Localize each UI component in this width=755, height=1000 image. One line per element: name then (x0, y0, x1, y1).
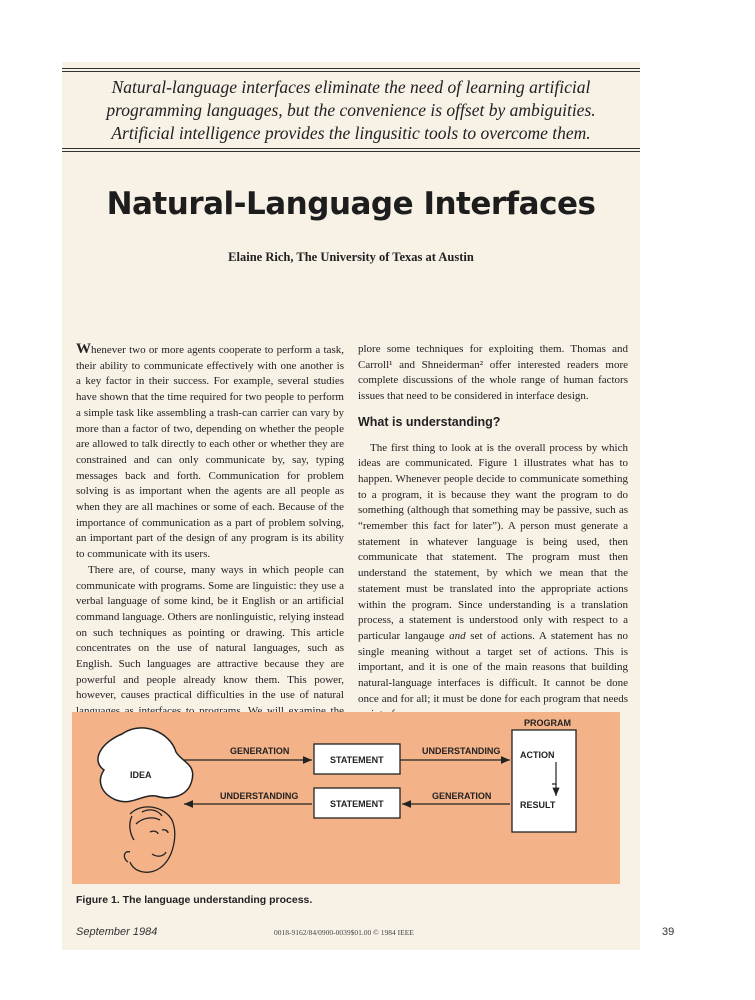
generation-label-bottom: GENERATION (432, 791, 492, 801)
top-rule (62, 68, 640, 69)
language-process-diagram (72, 712, 620, 884)
article-byline: Elaine Rich, The University of Texas at Austin (228, 250, 474, 264)
person-head-icon (124, 807, 174, 872)
page-number: 39 (662, 926, 675, 938)
article-title: Natural-Language Interfaces (106, 186, 596, 222)
article-dek (62, 76, 640, 145)
idea-label: IDEA (130, 770, 152, 780)
paragraph: There are, of course, many ways in which people can communicate with programs. Some are linguistic: they use a verbal language of some kind, be it English or an artificial command language. Others are nonlinguistic, relying instead on such techniques as pointing or drawing. This article concentrates on the use of natural languages, such as English. Such languages are attractive because they are powerful and people already know them. This power, however, causes practical difficulties in the use of natural (76, 563, 344, 702)
dek-line-3: Artificial intelligence provides the lingusitic tools to overcome them. (111, 123, 591, 143)
generation-label-top: GENERATION (230, 746, 290, 756)
idea-blob (98, 728, 193, 802)
paragraph-text: set of actions. A statement has no single meaning without a target set of actions. This is important, and it is one of the main reasons that building natural-language interfaces is difficult. It cannot be done once and for all; it must be done for each program that needs (358, 629, 628, 705)
understanding-label-top: UNDERSTANDING (422, 746, 501, 756)
text-column-left (76, 342, 344, 736)
paragraph-text: The first thing to look at is the overall process by which ideas are communicated. Figure 1 illustrates what has to happen. Whenever people decide to communicate something to a program, it is because they want the program to do something (although that something may be passive, such as “remember this fact for later”). A person must generate a statement in whatever language is being used, then communicate that statement. The program must then understand the statement, by which we mean that the statement must be translated into the appropriate actions within the program. Since understanding is a translation process, a statement is understood only with respect to a particular langauge (358, 441, 628, 642)
journal-page (62, 62, 675, 950)
issue-date: September 1984 (76, 926, 158, 938)
figure-1-diagram (72, 712, 620, 884)
paragraph (76, 342, 344, 563)
figure-caption: Figure 1. The language understanding process. (76, 894, 313, 906)
dek-line-1: Natural-language interfaces eliminate the need of learning artificial (111, 77, 591, 97)
dek-line-2: programming languages, but the convenience is offset by ambiguities. (106, 100, 596, 120)
emphasis-text: and (449, 629, 466, 642)
dek-bottom-rule (62, 148, 640, 149)
program-box (512, 730, 576, 832)
section-heading: What is understanding? (358, 414, 501, 429)
copyright-code: 0018-9162/84/0900-0039$01.00 © 1984 IEEE (274, 928, 414, 937)
paragraph-text: henever two or more agents cooperate to perform a task, their ability to communicate effectively with one another is a key factor in their success. For example, several studies have shown that the time required for two people to perform a simple task like assembling a trash-can carrier can vary by more than a factor of two, depending on whether the people are allowed to talk directly to each other or whether they are constrained and can only communicate by, say, typing messages back and forth. Communication for problem solving is as important when the agents are all people as when they are all machines or some of each. Because of the importance of communication as a part of problem solving, an important part of the design of any program is its ability to communicate with its users. (76, 344, 344, 561)
statement-label-top: STATEMENT (330, 755, 384, 765)
program-label: PROGRAM (524, 718, 571, 728)
drop-cap: W (76, 341, 91, 357)
text-column-right (358, 342, 628, 723)
understanding-label-bottom: UNDERSTANDING (220, 791, 299, 801)
top-rule-inner (62, 71, 640, 72)
paragraph: plore some techniques for exploiting them. Thomas and Carroll¹ and Shneiderman² offer interested readers more complete discussions of the whole range of human factors issues that need to be considered in interface design. (358, 343, 628, 403)
statement-label-bottom: STATEMENT (330, 799, 384, 809)
result-label: RESULT (520, 800, 556, 810)
dek-bottom-rule-inner (62, 151, 640, 152)
paragraph (358, 441, 628, 724)
action-label: ACTION (520, 750, 555, 760)
